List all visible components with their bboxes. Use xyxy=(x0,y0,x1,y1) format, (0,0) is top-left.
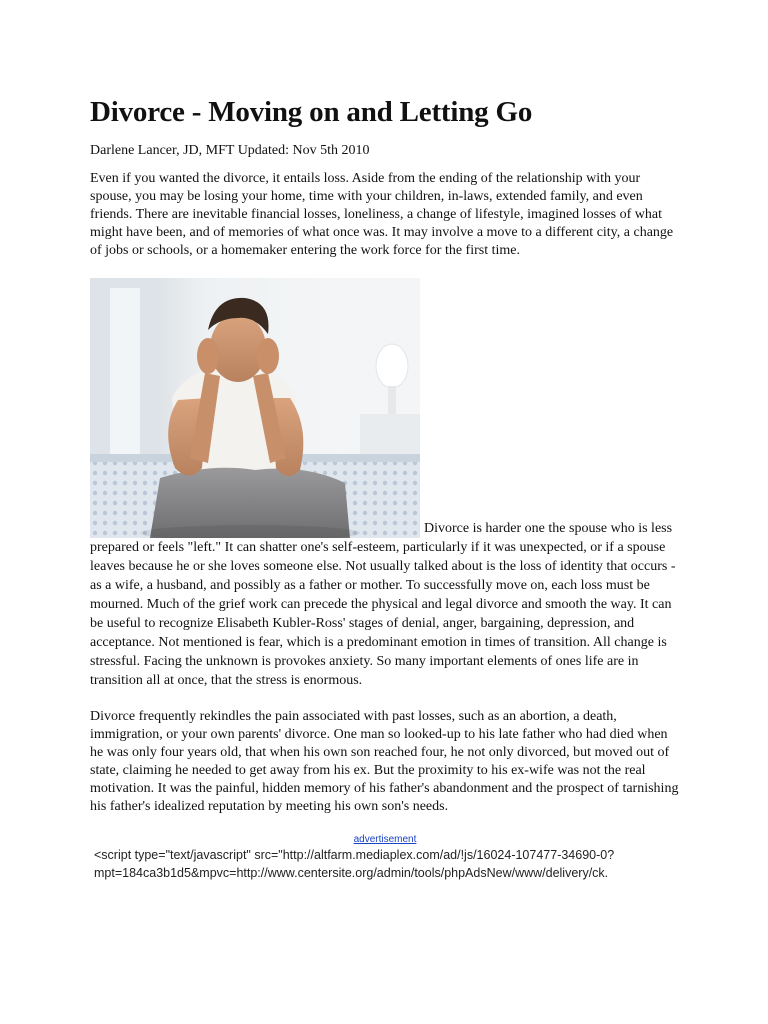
paragraph-past-losses: Divorce frequently rekindles the pain associated with past losses, such as an abortion, a death, immigration, or your own parents' divorce. One man so looked-up to his late father who had died when he was only four years old, that when his own son reached four, he not only divorced, but moved out of state, claiming he needed to get away from his ex. But the proximity to his ex-wife was not the real motivation. It was the painful, hidden memory of his father's abandonment and the prospect of tarnishing his father's idealized reputation by meeting his own son's needs. xyxy=(90,709,679,814)
ad-code-line: <script type="text/javascript" src="http://altfarm.mediaplex.com/ad/!js/16024-107477-34690-0? xyxy=(94,848,615,862)
article-title: Divorce - Moving on and Letting Go xyxy=(90,96,533,128)
paragraph-intro: Even if you wanted the divorce, it entails loss. Aside from the ending of the relationship with your spouse, you may be losing your home, time with your children, in-laws, extended family, and even friends. There are inevitable financial losses, loneliness, a change of lifestyle, imagined losses of what might have been, and of memories of what once was. It may involve a move to a different city, a change of jobs or schools, or a homemaker entering the work force for the first time. xyxy=(90,171,674,258)
stressed-man-photo xyxy=(90,278,420,538)
advertisement-link[interactable]: advertisement xyxy=(353,834,417,845)
article xyxy=(90,92,680,882)
photo-and-paragraph xyxy=(90,278,680,690)
advertisement-block xyxy=(90,834,680,882)
ad-code-line: mpt=184ca3b1d5&mpvc=http://www.centersite.org/admin/tools/phpAdsNew/www/delivery/ck. xyxy=(94,866,609,880)
byline: Darlene Lancer, JD, MFT Updated: Nov 5th 2010 xyxy=(90,143,370,158)
paragraph-grief: Divorce is harder one the spouse who is less prepared or feels "left." It can shatter one's self-esteem, particularly if it was unexpected, or if a spouse leaves because he or she loves someone else. Not usually talked about is the loss of identity that occurs - as a wife, a husband, and possibly as a father or mother. To successfully move on, each loss must be mourned. Much of the grief work can precede the physical and legal divorce and smooth the way. It can be useful to recognize Elisabeth Kubler-Ross' stages of denial, anger, bargaining, depression, and acceptance. Not mentioned is fear, which is a predominant emotion in times of transition. All change is stressful. Facing the unknown is provokes anxiety. So many important elements of ones life are in transition all at once, that the stress is enormous. xyxy=(90,521,676,688)
